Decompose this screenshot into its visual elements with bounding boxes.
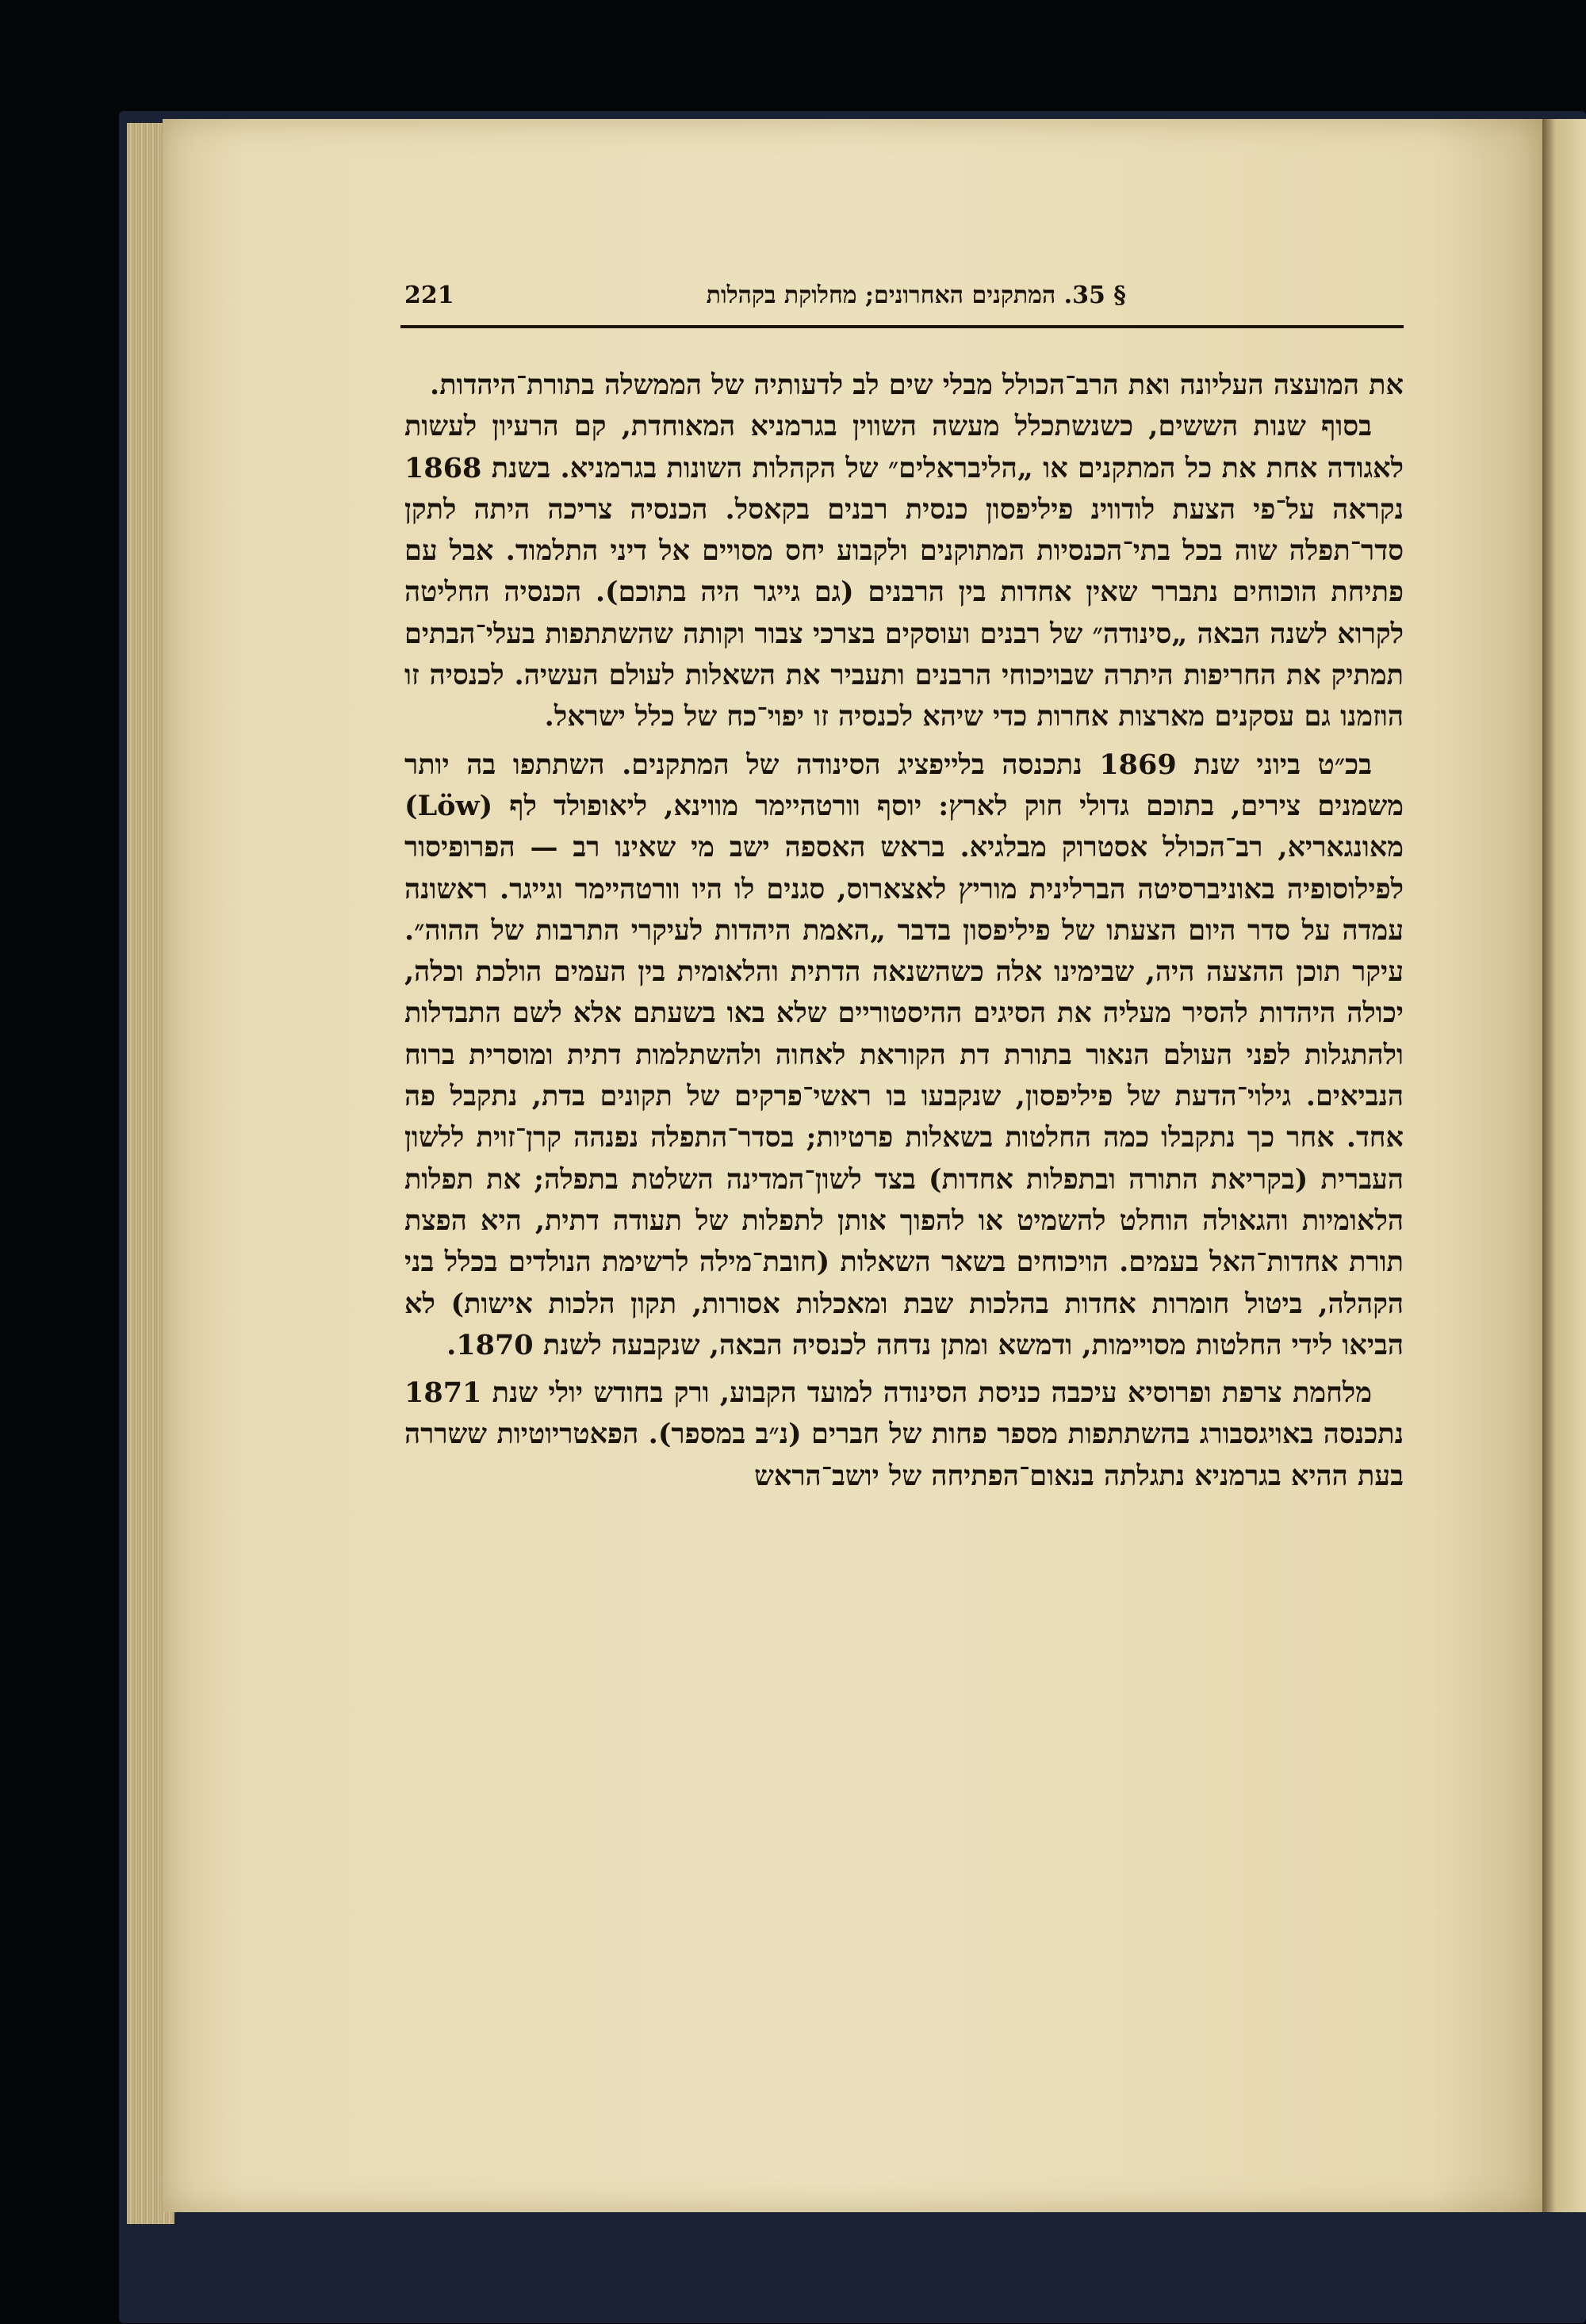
facing-page-edge	[1542, 119, 1586, 2212]
running-head: § 35. המתקנים האחרונים; מחלוקת בקהלות	[706, 281, 1126, 309]
header-rule	[400, 325, 1404, 328]
paragraph: בכ״ט ביוני שנת 1869 נתכנסה בלייפציג הסינודה של המתקנים. השתתפו בה יותר משמנים צירים, בתוכם גדולי חוק לארץ: יוסף וורטהיימר מווינא, ליאופולד לף (Löw) מאונגאריא, רב־הכולל אסטרוק מבלגיא. בראש האספה ישב מי שאינו רב — הפרופיסור לפילוסופיה באוניברסיטה הברלינית מוריץ לאצארוס, סגנים לו היו וורטהיימר וגייגר. ראשונה עמדה על סדר היום הצעתו של פיליפסון בדבר „האמת היהדות לעיקרי התרבות של ההוה״. עיקר תוכן ההצעה היה, שבימינו אלה כשהשנאה הדתית והלאומית בין העמים הולכת וכלה, יכולה היהדות להסיר מעליה את הסיגים ההיסטוריים שלא באו בשעתם אלא לשם התבדלות ולהתגלות לפני העולם הנאור בתורת דת הקוראת לאחוה ולהשתלמות דתית ומוסרית ברוח הנביאים. גילוי־הדעת של פיליפסון, שנקבעו בו ראשי־פרקים של תקונים בדת, נתקבל פה אחד. אחר כך נתקבלו כמה החלטות בשאלות פרטיות; בסדר־התפלה נפנהה קרן־זוית ללשון העברית (בקריאת התורה ובתפלות אחדות) בצד לשון־המדינה השלטת בתפלה; את תפלות הלאומיות והגאולה הוחלט להשמיט או להפוך אותן לתפלות של תעודה דתית, היא הפצת תורת אחדות־האל בעמים. הויכוחים בשאר השאלות (חובת־מילה לרשימת הנולדים בכלל בני הקהלה, ביטול חומרות אחדות בהלכות שבת ומאכלות אסורות, תקון הלכות אישות) לא הביאו לידי החלטות מסויימות, ודמשא ומתן נדחה לכנסיה הבאה, שנקבעה לשנת 1870.	[404, 748, 1404, 1361]
page-number: 221	[404, 281, 454, 309]
paragraph: בסוף שנות הששים, כשנשתכלל מעשה השווין בגרמניא המאוחדת, קם הרעיון לעשות לאגודה אחת את כל המתקנים או „הליבראלים״ של הקהלות השונות בגרמניא. בשנת 1868 נקראה על־פי הצעת לודווינ פיליפסון כנסית רבנים בקאסל. הכנסיה צריכה היתה לתקן סדר־תפלה שוה בכל בתי־הכנסיות המתוקנים ולקבוע יחס מסויים אל דיני התלמוד. אבל עם פתיחת הוכוחים נתברר שאין אחדות בין הרבנים (גם גייגר היה בתוכם). הכנסיה החליטה לקרוא לשנה הבאה „סינודה״ של רבנים ועוסקים בצרכי צבור וקותה שהשתתפות בעלי־הבתים תמתיק את החריפות היתרה שבויכוחי הרבנים ותעביר את השאלות לעולם העשיה. לכנסיה זו הוזמנו גם עסקנים מארצות אחרות כדי שיהא לכנסיה זו יפוי־כח של כלל ישראל.	[404, 410, 1404, 733]
paragraph: את המועצה העליונה ואת הרב־הכולל מבלי שים לב לדעותיה של הממשלה בתורת־היהדות.	[430, 369, 1404, 401]
page-header	[404, 281, 1404, 321]
paragraph: מלחמת צרפת ופרוסיא עיכבה כניסת הסינודה למועד הקבוע, ורק בחודש יולי שנת 1871 נתכנסה באויגסבורג בהשתתפות מספר פחות של חברים (נ״ב במספר). הפאטריוטיות ששררה בעת ההיא בגרמניא נתגלתה בנאום־הפתיחה של יושב־הראש	[404, 1376, 1404, 1492]
body-text	[404, 365, 1404, 2014]
